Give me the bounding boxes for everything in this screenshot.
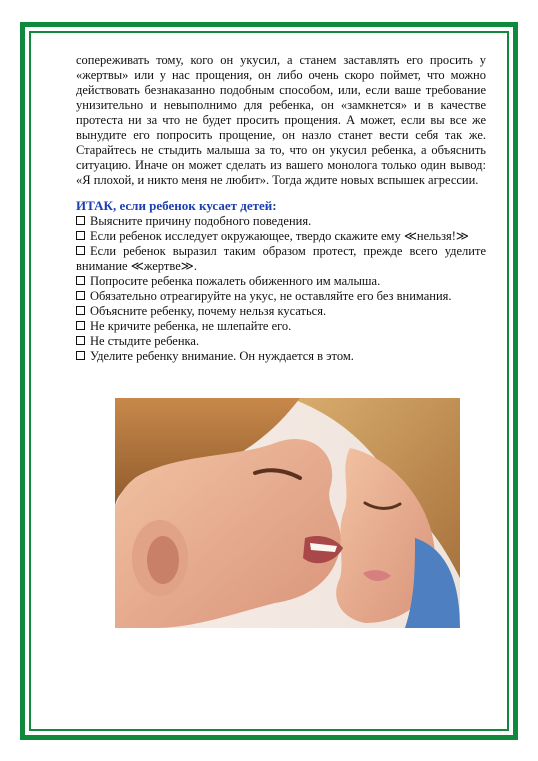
list-item: Не кричите ребенка, не шлепайте его. (76, 319, 486, 334)
checkbox-square-icon (76, 231, 85, 240)
checkbox-square-icon (76, 306, 85, 315)
checkbox-square-icon (76, 336, 85, 345)
checkbox-square-icon (76, 276, 85, 285)
list-item: Попросите ребенка пожалеть обиженного им малыша. (76, 274, 486, 289)
children-photo-icon (115, 398, 460, 628)
list-item: Если ребенок исследует окружающее, твердо скажите ему ≪нельзя!≫ (76, 229, 486, 244)
list-item: Объясните ребенку, почему нельзя кусаться. (76, 304, 486, 319)
body-paragraph: сопереживать тому, кого он укусил, а станем заставлять его просить у «жертвы» или у нас прощения, он либо очень скоро поймет, что можно действовать безнаказанно подобным способом, или, если ваше требование унизительно и невыполнимо для ребенка, он «замкнется» и в качестве протеста ни за что не будет просить прощения. А может, если вы все же вынудите его попросить прощение, он назло станет вести себя так же. Старайтесь не стыдить малыша за то, что он укусил ребенка, а объяснить ситуацию. Иначе он может сделать из вашего монолога только один вывод: «Я плохой, и никто меня не любит». Тогда ждите новых вспышек агрессии. (76, 53, 486, 187)
checkbox-square-icon (76, 321, 85, 330)
list-item: Если ребенок выразил таким образом протест, прежде всего уделите внимание ≪жертве≫. (76, 244, 486, 273)
document-body (76, 53, 486, 364)
checkbox-square-icon (76, 291, 85, 300)
list-item: Уделите ребенку внимание. Он нуждается в этом. (76, 349, 486, 364)
advice-list (76, 214, 486, 364)
list-item: Не стыдите ребенка. (76, 334, 486, 349)
checkbox-square-icon (76, 351, 85, 360)
list-item: Выясните причину подобного поведения. (76, 214, 486, 229)
list-item: Обязательно отреагируйте на укус, не оставляйте его без внимания. (76, 289, 486, 304)
checkbox-square-icon (76, 216, 85, 225)
checkbox-square-icon (76, 246, 85, 255)
section-heading: ИТАК, если ребенок кусает детей: (76, 198, 277, 213)
